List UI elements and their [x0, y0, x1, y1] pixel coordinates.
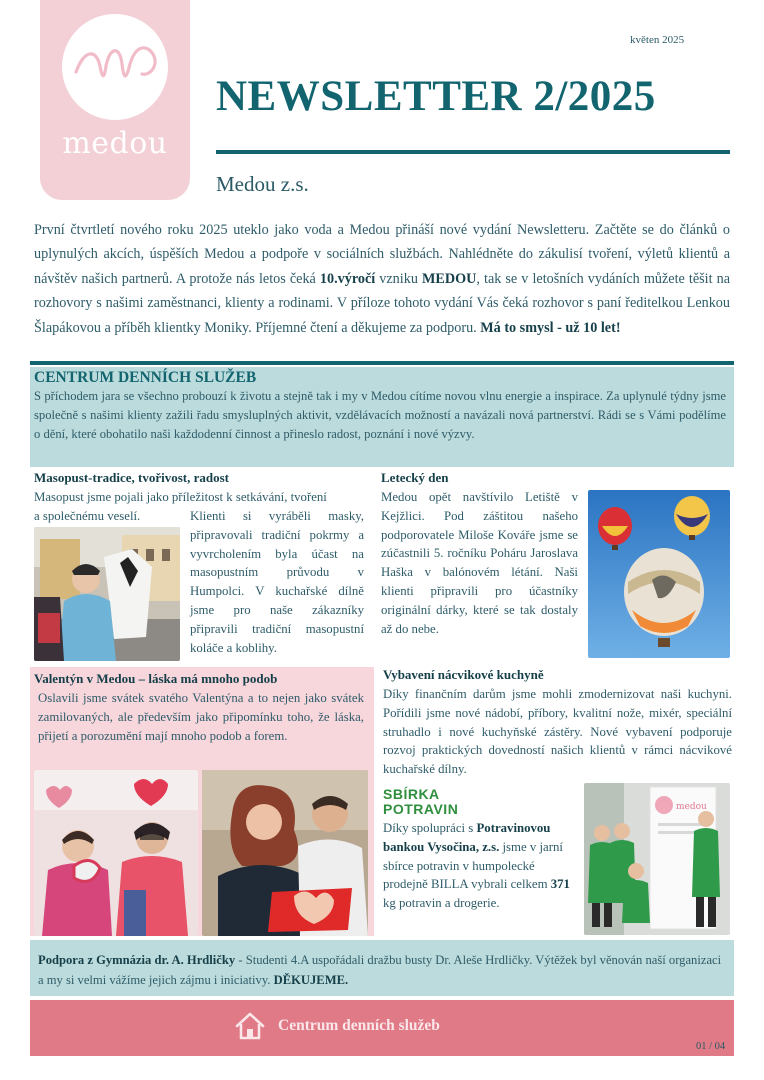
sbirka-photo — [584, 783, 730, 935]
cds-text: S příchodem jara se všechno probouzí k životu a stejně tak i my v Medou cítíme novou vlnu energie a inspirace. Za uplynulé týdny jsme společně s našimi klienty zažili řadu smysluplných aktivit, vzdělávacích možností a navázali nová partnerství. Rádi se s Vámi podělíme o dění, které obohatilo naši každodenní činnost a přineslo radost, poznání i nové výzvy. — [34, 389, 726, 441]
sbirka-potravin-logo — [383, 787, 458, 817]
masopust-heading: Masopust-tradice, tvořivost, radost — [34, 470, 229, 485]
podpora-bold-thanks: DĚKUJEME. — [273, 973, 349, 987]
logo-mark-icon — [62, 14, 168, 120]
page-number: 01 / 04 — [696, 1041, 726, 1052]
issue-date: květen 2025 — [630, 34, 685, 46]
sbirka-logo-line-1: SBÍRKA — [383, 786, 440, 802]
podpora-text: - Studenti 4.A uspořádali dražbu busty Dr. Aleše Hrdličky. Výtěžek byl věnován naší organizaci a my si velmi vážíme jejich zájmu i iniciativy. — [38, 953, 722, 987]
footer-label: Centrum denních služeb — [278, 1017, 440, 1034]
valentyn-heading: Valentýn v Medou – láska má mnoho podob — [34, 671, 278, 686]
letecky-heading: Letecký den — [381, 470, 449, 485]
valentyn-photo-2 — [202, 770, 368, 936]
section-divider — [30, 361, 734, 365]
podpora-section — [30, 940, 734, 996]
logo-text: medou — [62, 126, 168, 161]
balloon-photo — [588, 490, 730, 658]
sbirka-bold-bank: Potravinovou bankou Vysočina, z.s. — [383, 821, 551, 854]
intro-text-1: První čtvrtletí nového roku 2025 uteklo jako voda a Medou přináší nové vydání Newsletteru. Začtěte se do článků o uplynulých akcích, úspěších Medou a podpoře v sociálních službách. Nahlédněte do zákulisí tvoření, výletů klientů a návštěv našich partnerů. A protože nás letos čeká — [34, 222, 730, 287]
sbirka-text-2: jsme v jarní sbírce potravin v humpolecké prodejně BILLA vybrali celkem — [383, 839, 563, 892]
footer-bar — [30, 1000, 734, 1056]
intro-text-2: vzniku — [375, 270, 422, 287]
sbirka-text-1: Díky spolupráci s — [383, 821, 477, 835]
sbirka-body — [383, 819, 579, 913]
letecky-body: Medou opět navštívilo Letiště v Kejžlici. Pod záštitou našeho podporovatele Miloše Kováře jsme se zúčastnili 5. ročníku Poháru Jaroslava Haška v balónovém létání. Naši klienti připravili pro účastníky originální dárky, které se tak dostaly až do nebe. — [381, 490, 578, 636]
masopust-line-2: a společnému veselí. — [34, 509, 141, 523]
kuchyne-heading: Vybavení nácvikové kuchyně — [383, 667, 544, 682]
sbirka-bold-amount: 371 — [550, 877, 570, 892]
logo-circle — [62, 14, 168, 120]
intro-text-3: , tak se v letošních vydáních můžete těšit na rozhovory s našimi zaměstnanci, klienty a rodinami. V příloze tohoto vydání Vás čeká rozhovor s paní ředitelkou Lenkou Šlapákovou a příběh klientky Moniky. Příjemné čtení a děkujeme za podporu. — [34, 270, 730, 336]
sbirka-text-3: kg potravin a drogerie. — [383, 896, 500, 911]
intro-bold-medou: MEDOU — [421, 270, 477, 287]
org-name: Medou z.s. — [216, 172, 309, 196]
masopust-body: Klienti si vyráběli masky, připravovali tradiční pokrmy a vyvrcholením byla účast na masopustním průvodu v Humpolci. V kuchařské dílně jsme pro naše zákazníky připravili tradiční masopustní koláče a koblihy. — [190, 509, 364, 655]
masopust-line-1: Masopust jsme pojali jako příležitost k setkávání, tvoření — [34, 490, 327, 504]
intro-bold-anniversary: 10.výročí — [319, 270, 376, 287]
newsletter-title: NEWSLETTER 2/2025 — [216, 73, 656, 120]
home-icon — [234, 1010, 266, 1042]
medou-logo — [40, 0, 190, 200]
valentyn-body: Oslavili jsme svátek svatého Valentýna a to nejen jako svátek zamilovaných, ale především jako připomínku toho, že láska, přijetí a porozumění mají mnoho podob a forem. — [38, 691, 364, 743]
cds-section — [30, 367, 734, 467]
valentyn-photo-1 — [34, 770, 198, 936]
cds-title: CENTRUM DENNÍCH SLUŽEB — [34, 369, 257, 386]
podpora-bold-school: Podpora z Gymnázia dr. A. Hrdličky — [38, 953, 236, 967]
sbirka-logo-line-2: POTRAVIN — [383, 801, 459, 817]
title-divider — [216, 150, 730, 154]
intro-bold-tagline: Má to smysl - už 10 let! — [480, 319, 621, 336]
kuchyne-body: Díky finančním darům jsme mohli zmodernizovat naši kuchyni. Pořídili jsme nové nádobí, příbory, kvalitní nože, mixér, speciální struhadlo i nové kuchyňské zástěry. Nové vybavení podporuje rozvoj praktických dovedností našich klientů v rámci nácvikové kuchařské dílny. — [383, 687, 732, 777]
intro-paragraph — [34, 218, 730, 340]
banner-logo-text: medou — [676, 802, 707, 812]
masopust-photo — [34, 527, 180, 661]
